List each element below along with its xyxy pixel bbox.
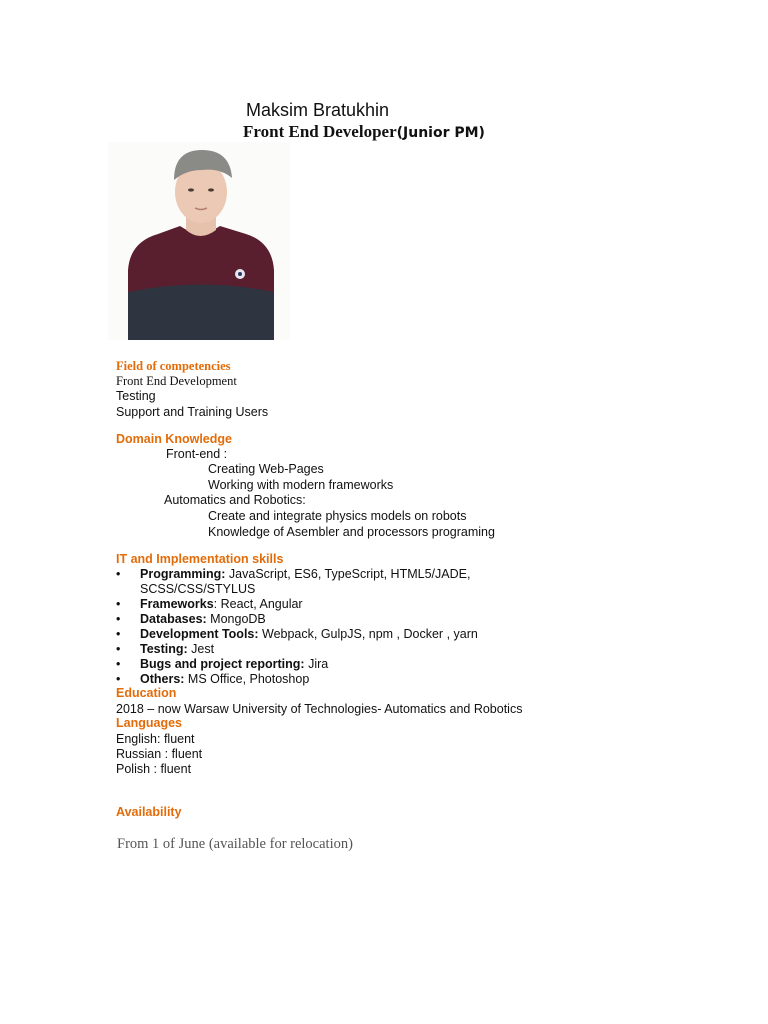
- domain-robotics-label: Automatics and Robotics:: [164, 493, 306, 507]
- skill-value: Jest: [187, 642, 215, 656]
- availability-text: From 1 of June (available for relocation): [117, 836, 353, 852]
- domain-item: Knowledge of Asembler and processors programing: [208, 525, 495, 539]
- competencies-heading: Field of competencies: [116, 359, 231, 373]
- job-title-main: Front End Developer: [243, 122, 397, 141]
- job-title-sub: (Junior PM): [396, 125, 485, 141]
- skill-item: [116, 642, 616, 658]
- bullet-icon: •: [116, 642, 121, 656]
- bullet-icon: •: [116, 672, 121, 686]
- languages-heading: Languages: [116, 716, 182, 730]
- domain-item: Create and integrate physics models on robots: [208, 509, 467, 523]
- candidate-name: Maksim Bratukhin: [246, 100, 390, 120]
- domain-item: Creating Web-Pages: [208, 462, 324, 476]
- domain-item: Working with modern frameworks: [208, 478, 394, 492]
- bullet-icon: •: [116, 627, 121, 641]
- job-title: [243, 122, 485, 142]
- skill-value: MS Office, Photoshop: [184, 672, 310, 686]
- skill-label: Others:: [140, 672, 185, 686]
- language-item: Polish : fluent: [116, 762, 192, 776]
- competency-item: Support and Training Users: [116, 405, 269, 419]
- skill-value: Jira: [304, 657, 329, 671]
- skill-value: : React, Angular: [213, 597, 303, 611]
- skill-value: Webpack, GulpJS, npm , Docker , yarn: [258, 627, 478, 641]
- skill-label: Databases:: [140, 612, 207, 626]
- skill-item: [116, 597, 616, 613]
- skill-value: MongoDB: [206, 612, 266, 626]
- skill-item: [116, 612, 616, 628]
- skill-item: [116, 627, 616, 643]
- skill-value: JavaScript, ES6, TypeScript, HTML5/JADE,: [225, 567, 471, 581]
- skill-item: [116, 567, 616, 599]
- education-heading: Education: [116, 686, 177, 700]
- availability-heading: Availability: [116, 805, 182, 819]
- competency-item: Testing: [116, 389, 156, 403]
- skill-item: [116, 657, 616, 673]
- skill-label: Bugs and project reporting:: [140, 657, 305, 671]
- education-text: 2018 – now Warsaw University of Technologies- Automatics and Robotics: [116, 702, 523, 716]
- competency-item: Front End Development: [116, 374, 237, 388]
- skill-item: [116, 672, 616, 688]
- bullet-icon: •: [116, 567, 121, 581]
- skill-label: Development Tools:: [140, 627, 259, 641]
- bullet-icon: •: [116, 657, 121, 671]
- portrait-photo: [108, 142, 290, 340]
- skill-label: Frameworks: [140, 597, 214, 611]
- bullet-icon: •: [116, 597, 121, 611]
- domain-heading: Domain Knowledge: [116, 432, 232, 446]
- skill-value-cont: SCSS/CSS/STYLUS: [140, 582, 256, 596]
- domain-frontend-label: Front-end :: [166, 447, 228, 461]
- language-item: English: fluent: [116, 732, 195, 746]
- skill-label: Programming:: [140, 567, 226, 581]
- skills-heading: IT and Implementation skills: [116, 552, 284, 566]
- bullet-icon: •: [116, 612, 121, 626]
- language-item: Russian : fluent: [116, 747, 203, 761]
- skill-label: Testing:: [140, 642, 188, 656]
